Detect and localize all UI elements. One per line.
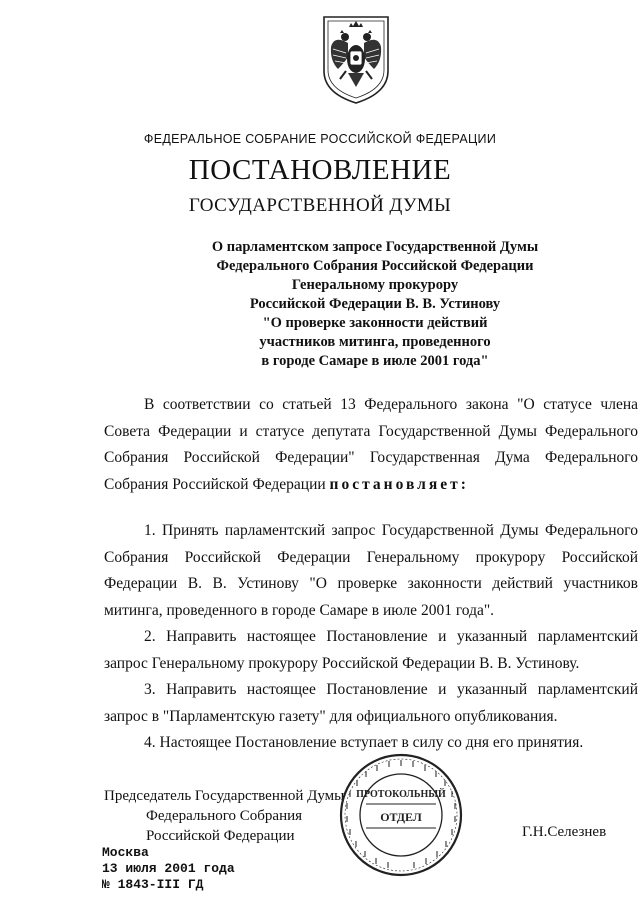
signatory-title-line: Российской Федерации [146,828,295,844]
resolution-item-1: 1. Принять парламентский запрос Государственной Думы Федерального Собрания Российской Федерации Генеральному прокурору Российской Федерации В. В. Устинову "О проверке законности действий участников митинга, проведенного в городе Самаре в июле 2001 года". [104,522,638,619]
subject-line: Российской Федерации В. В. Устинову [249,296,501,312]
resolves-keyword: постановляет: [329,475,469,493]
subject-line: участников митинга, проведенного [259,334,491,350]
place: Москва [102,845,149,860]
intro-text: В соответствии со статьей 13 Федерального закона "О статусе члена Совета Федерации и статусе депутата Государственной Думы Федерального Собрания Российской Федерации" Государственная Дума Федерального Собрания Российской Федерации [104,396,638,493]
resolution-item-3: 3. Направить настоящее Постановление и указанный парламентский запрос в "Парламентскую газету" для официального опубликования. [104,681,638,725]
date: 13 июля 2001 года [102,861,235,876]
coat-of-arms-icon [318,13,394,105]
round-seal-stamp-icon [338,752,464,878]
signatory-title-line: Федерального Собрания [146,808,303,824]
subject-line: Генеральному прокурору [291,277,459,293]
intro-paragraph [104,392,638,498]
organization-name: ФЕДЕРАЛЬНОЕ СОБРАНИЕ РОССИЙСКОЙ ФЕДЕРАЦИИ [143,132,497,146]
document-number: № 1843-III ГД [102,877,204,892]
subject-line: Федерального Собрания Российской Федерации [216,258,534,274]
signatory-title-line: Председатель Государственной Думы [104,788,345,804]
document-subtitle: ГОСУДАРСТВЕННОЙ ДУМЫ [188,195,452,216]
document-meta [102,845,235,893]
resolution-item-4: 4. Настоящее Постановление вступает в силу со дня его принятия. [144,734,584,751]
subject-line: О парламентском запросе Государственной Думы [211,239,539,255]
document-title: ПОСТАНОВЛЕНИЕ [188,154,452,186]
signatory-title [104,786,344,846]
stamp-center-text: ОТДЕЛ [380,810,422,824]
subject-line: "О проверке законности действий [262,315,488,331]
stamp-ring-text: ПРОТОКОЛЬНЫЙ [356,789,446,800]
subject-line: в городе Самаре в июле 2001 года" [261,353,489,369]
resolution-item-2: 2. Направить настоящее Постановление и указанный парламентский запрос Генеральному прокурору Российской Федерации В. В. Устинову. [104,628,638,672]
resolution-subject [150,238,600,371]
signatory-name: Г.Н.Селезнев [522,824,607,840]
